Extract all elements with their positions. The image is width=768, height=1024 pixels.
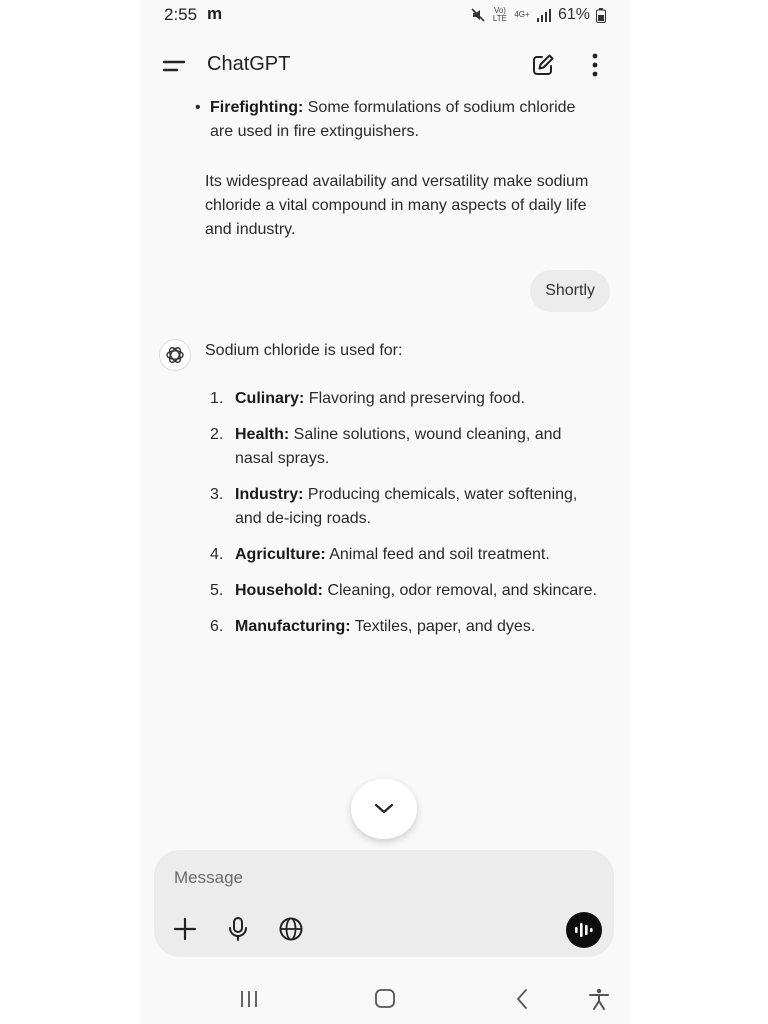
phone-screen [140, 0, 630, 1024]
list-item-label: Industry: [235, 486, 304, 503]
signal-icon [536, 8, 552, 22]
list-item-text: Cleaning, odor removal, and skincare. [323, 582, 597, 599]
reply-intro: Sodium chloride is used for: [205, 342, 403, 359]
new-chat-icon[interactable] [530, 52, 556, 78]
list-item-label: Health: [235, 426, 290, 443]
list-item-text: Saline solutions, wound cleaning, and nasal sprays. [235, 426, 562, 467]
user-message-bubble[interactable] [530, 270, 610, 312]
back-icon[interactable] [510, 987, 536, 1011]
prev-paragraph: Its widespread availability and versatility make sodium chloride a vital compound in many aspects of daily life and industry. [205, 173, 589, 238]
menu-icon[interactable] [162, 56, 186, 76]
list-number: 5. [210, 582, 224, 599]
recents-icon[interactable] [236, 987, 262, 1011]
mute-icon [470, 7, 486, 23]
user-message-text: Shortly [545, 282, 595, 299]
bullet-text: Some formulations of sodium chloride are used in fire extinguishers. [210, 99, 576, 140]
app-header [140, 40, 630, 90]
plus-icon[interactable] [172, 916, 198, 942]
list-item-text: Flavoring and preserving food. [304, 390, 525, 407]
voice-mode-icon [573, 921, 595, 939]
list-item [210, 423, 600, 471]
list-item-label: Culinary: [235, 390, 305, 407]
status-indicators [470, 6, 606, 24]
app-title: ChatGPT [207, 53, 291, 75]
scroll-down-button[interactable] [351, 779, 417, 839]
bullet-label: Firefighting: [210, 99, 304, 116]
chevron-down-icon [373, 802, 395, 816]
list-item [210, 543, 600, 567]
list-number: 2. [210, 426, 224, 443]
bullet-dot: • [195, 99, 201, 116]
list-number: 6. [210, 618, 224, 635]
message-input[interactable] [174, 868, 574, 888]
list-item [210, 615, 600, 639]
status-bar [140, 0, 630, 32]
status-time: 2:55 [164, 5, 198, 24]
list-item [210, 483, 600, 531]
list-number: 1. [210, 390, 224, 407]
home-icon[interactable] [372, 987, 398, 1011]
more-vert-icon[interactable] [582, 52, 608, 78]
microphone-icon[interactable] [225, 916, 251, 942]
notification-icon: m [207, 4, 223, 23]
list-item-label: Agriculture: [235, 546, 326, 563]
list-item-label: Household: [235, 582, 323, 599]
list-item [210, 579, 600, 603]
lte-label: Vo) LTE [492, 6, 507, 23]
message-composer [154, 850, 614, 957]
system-nav-bar [140, 975, 630, 1020]
list-item-text: Textiles, paper, and dyes. [350, 618, 536, 635]
prev-bullet-item [195, 96, 590, 144]
network-label: 4G+ [514, 10, 530, 19]
list-item-label: Manufacturing: [235, 618, 351, 635]
list-item-text: Animal feed and soil treatment. [325, 546, 550, 563]
globe-icon[interactable] [278, 916, 304, 942]
chatgpt-logo-icon [159, 339, 191, 371]
battery-percent: 61% [557, 6, 590, 23]
list-item-text: Producing chemicals, water softening, and de-icing roads. [235, 486, 578, 527]
list-number: 3. [210, 486, 224, 503]
reply-list [210, 387, 600, 651]
accessibility-icon[interactable] [586, 987, 612, 1011]
list-number: 4. [210, 546, 224, 563]
voice-mode-button[interactable] [566, 912, 602, 948]
battery-icon [596, 8, 606, 23]
list-item [210, 387, 600, 411]
